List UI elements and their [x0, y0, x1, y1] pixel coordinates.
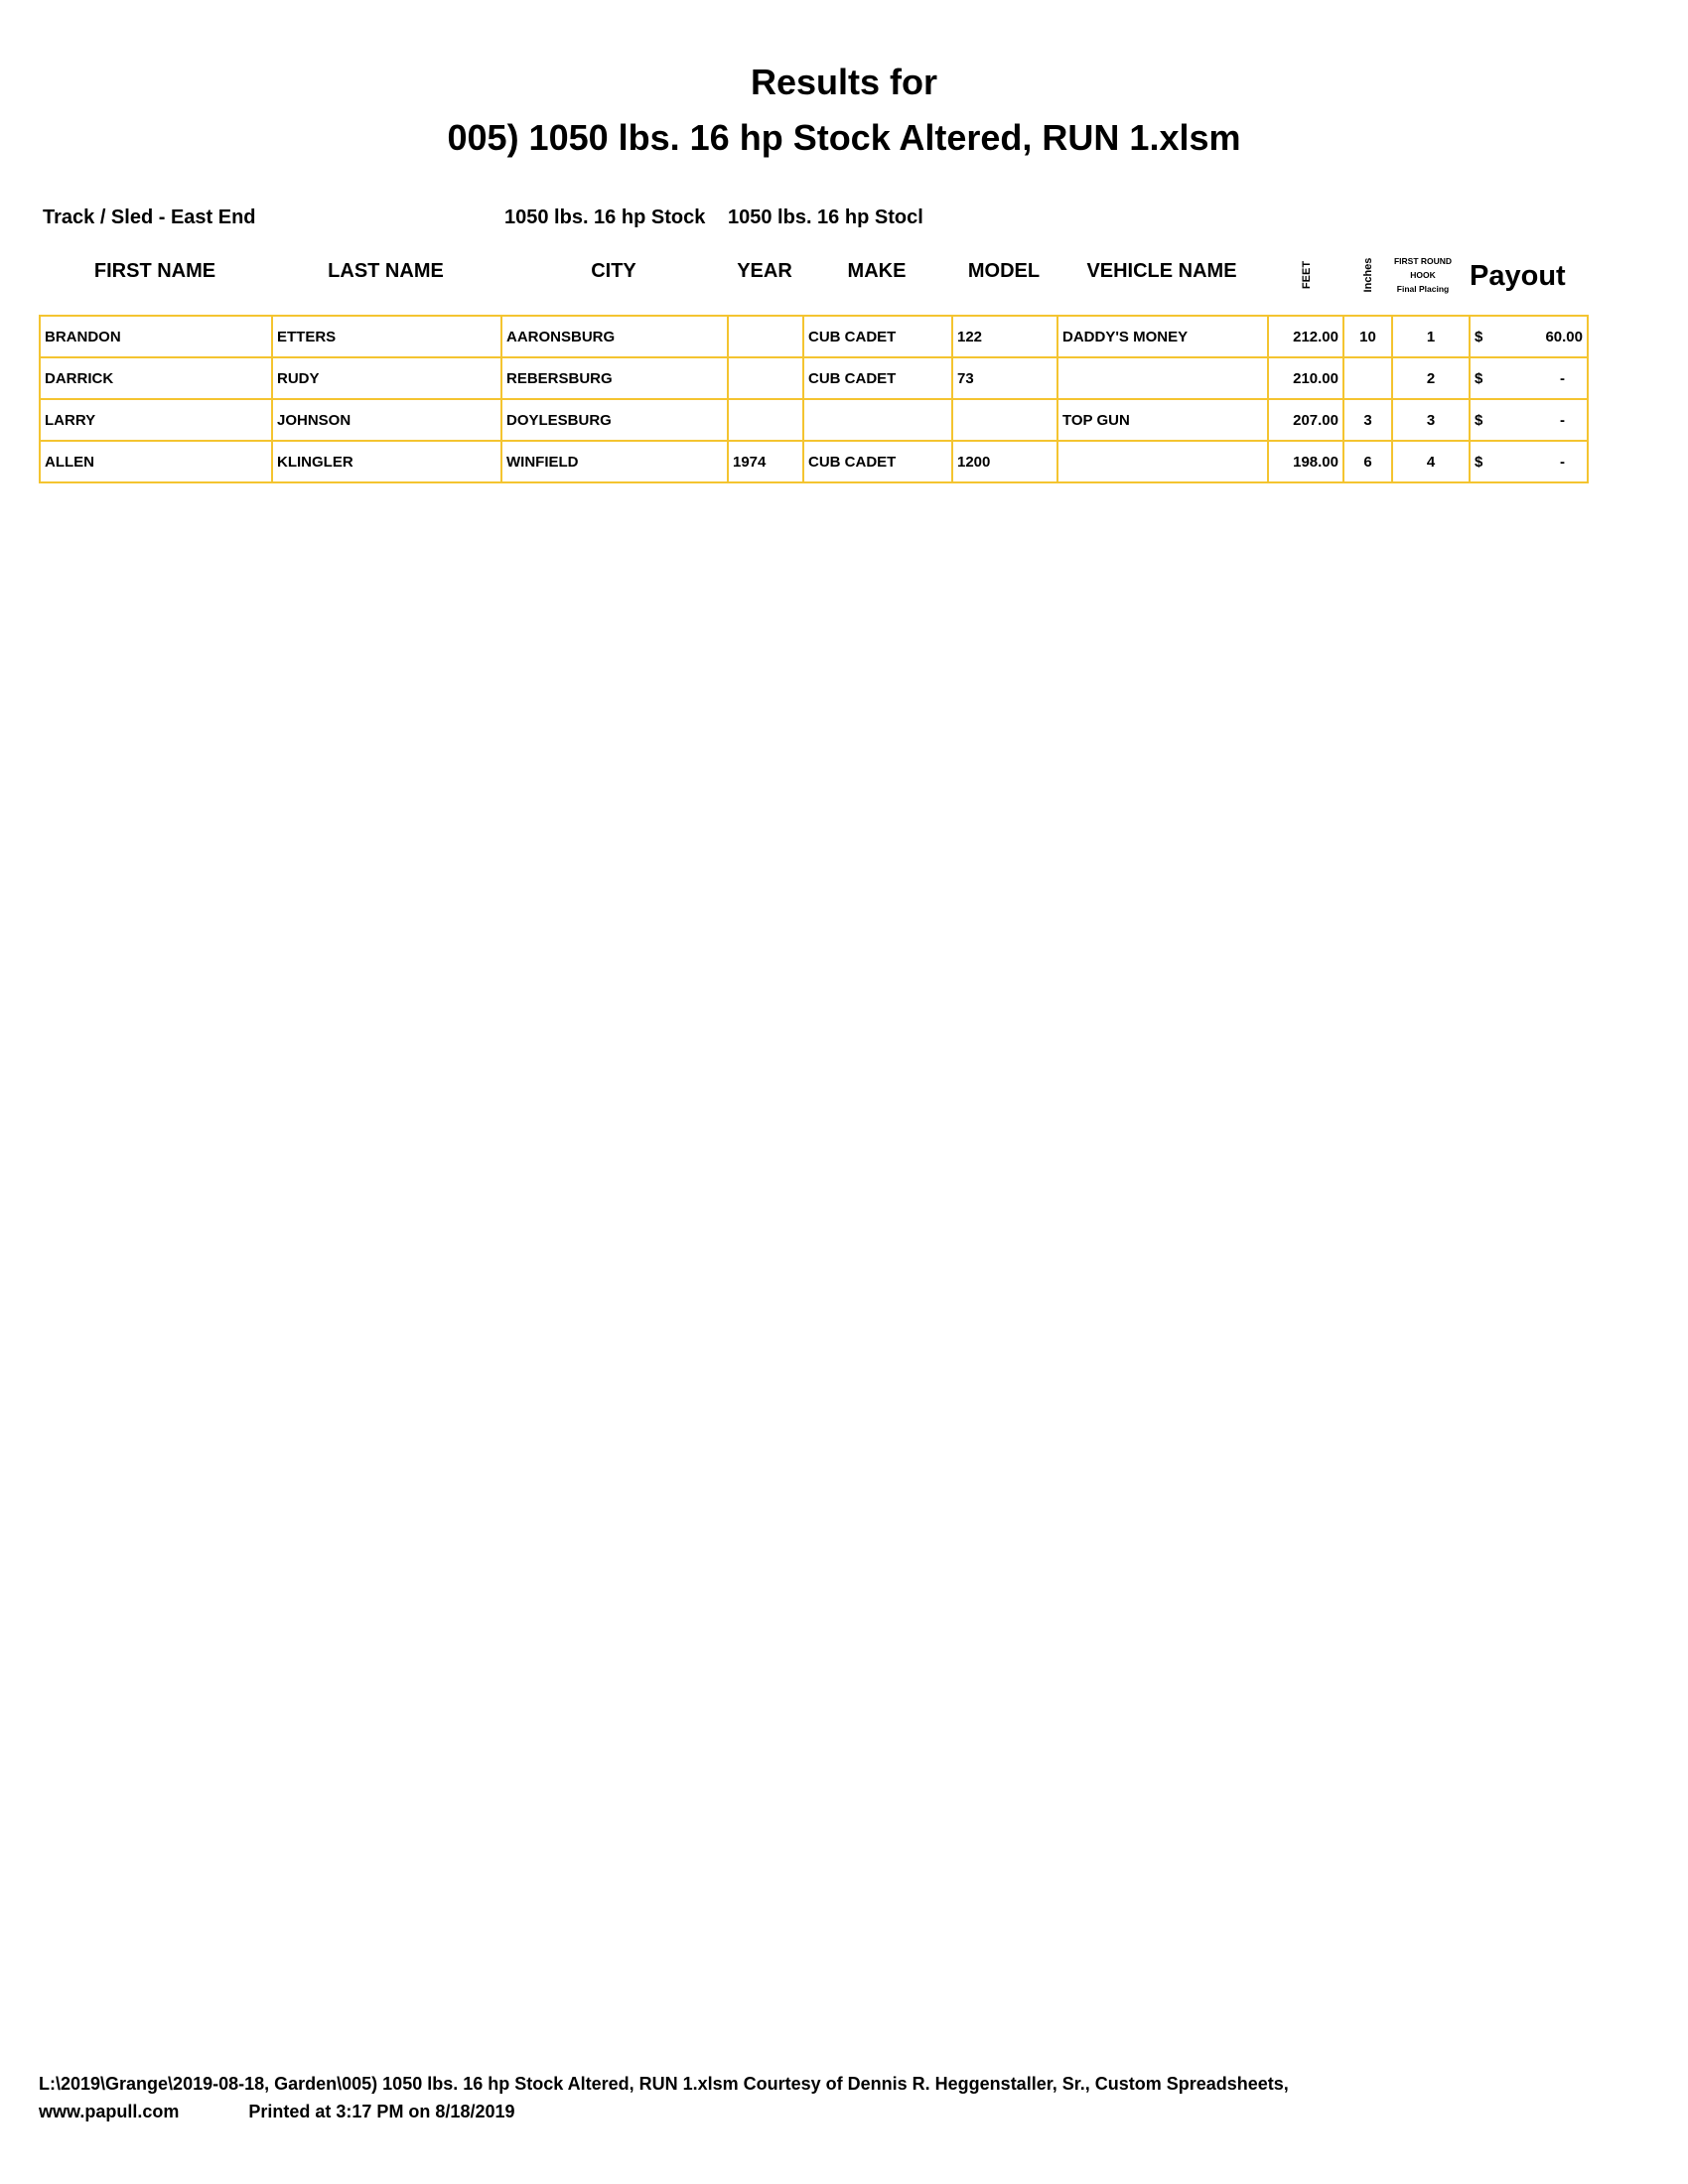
cell-inches: 3 [1343, 399, 1392, 441]
cell-inches: 10 [1343, 316, 1392, 357]
cell-first-name: DARRICK [40, 357, 272, 399]
footer [39, 2070, 1289, 2125]
results-body [40, 316, 1588, 482]
payout-amount: 60.00 [1545, 328, 1583, 345]
payout-currency: $ [1475, 369, 1483, 387]
cell-final-placing: 2 [1392, 357, 1470, 399]
cell-inches [1343, 357, 1392, 399]
payout-currency: $ [1475, 453, 1483, 471]
class-label-b: 1050 lbs. 16 hp Stocl [728, 206, 923, 228]
cell-make [803, 399, 952, 441]
header-first-round-line-1: FIRST ROUND [1393, 256, 1453, 266]
cell-first-name: BRANDON [40, 316, 272, 357]
cell-payout [1470, 357, 1588, 399]
cell-feet: 207.00 [1268, 399, 1343, 441]
header-last-name: LAST NAME [328, 260, 444, 282]
cell-model [952, 399, 1057, 441]
header-year: YEAR [737, 260, 792, 282]
cell-make: CUB CADET [803, 441, 952, 482]
cell-last-name: JOHNSON [272, 399, 501, 441]
cell-last-name: KLINGLER [272, 441, 501, 482]
cell-city: DOYLESBURG [501, 399, 728, 441]
header-feet: FEET [1301, 260, 1313, 290]
header-first-round-line-3: Final Placing [1396, 284, 1450, 294]
cell-make: CUB CADET [803, 316, 952, 357]
cell-model: 73 [952, 357, 1057, 399]
cell-model: 1200 [952, 441, 1057, 482]
cell-year [728, 357, 803, 399]
cell-last-name: RUDY [272, 357, 501, 399]
cell-last-name: ETTERS [272, 316, 501, 357]
header-make: MAKE [847, 260, 907, 282]
header-city: CITY [591, 260, 636, 282]
title-line-2: 005) 1050 lbs. 16 hp Stock Altered, RUN 1.xlsm [447, 117, 1241, 158]
cell-first-name: ALLEN [40, 441, 272, 482]
cell-final-placing: 4 [1392, 441, 1470, 482]
footer-printed: Printed at 3:17 PM on 8/18/2019 [248, 2102, 515, 2121]
footer-path: L:\2019\Grange\2019-08-18, Garden\005) 1050 lbs. 16 hp Stock Altered, RUN 1.xlsm Courtesy of Dennis R. Heggenstaller, Sr., Custom Spreadsheets, [39, 2074, 1289, 2094]
class-label-a: 1050 lbs. 16 hp Stock [504, 206, 706, 228]
payout-amount: - [1560, 369, 1565, 387]
header-first-round-line-2: HOOK [1410, 270, 1436, 280]
cell-year: 1974 [728, 441, 803, 482]
results-table [39, 315, 1589, 483]
cell-inches: 6 [1343, 441, 1392, 482]
table-row [40, 316, 1588, 357]
cell-final-placing: 3 [1392, 399, 1470, 441]
header-first-round [1378, 254, 1468, 296]
header-first-name: FIRST NAME [93, 260, 216, 282]
cell-payout [1470, 399, 1588, 441]
cell-city: AARONSBURG [501, 316, 728, 357]
header-vehicle-name: VEHICLE NAME [1086, 260, 1237, 282]
cell-feet: 212.00 [1268, 316, 1343, 357]
cell-year [728, 316, 803, 357]
header-payout: Payout [1470, 260, 1566, 292]
track-sled-label: Track / Sled - East End [43, 206, 256, 228]
footer-site: www.papull.com [39, 2102, 180, 2121]
table-row [40, 441, 1588, 482]
cell-city: WINFIELD [501, 441, 728, 482]
cell-vehicle-name: TOP GUN [1057, 399, 1268, 441]
cell-vehicle-name [1057, 357, 1268, 399]
cell-feet: 210.00 [1268, 357, 1343, 399]
cell-final-placing: 1 [1392, 316, 1470, 357]
cell-payout [1470, 316, 1588, 357]
footer-line-2 [39, 2098, 1289, 2125]
payout-currency: $ [1475, 411, 1483, 429]
title-line-1: Results for [750, 62, 938, 102]
cell-vehicle-name [1057, 441, 1268, 482]
cell-first-name: LARRY [40, 399, 272, 441]
table-row [40, 399, 1588, 441]
cell-year [728, 399, 803, 441]
payout-currency: $ [1475, 328, 1483, 345]
cell-make: CUB CADET [803, 357, 952, 399]
table-row [40, 357, 1588, 399]
cell-payout [1470, 441, 1588, 482]
header-inches: Inches [1362, 257, 1374, 293]
cell-vehicle-name: DADDY'S MONEY [1057, 316, 1268, 357]
header-model: MODEL [967, 260, 1041, 282]
cell-feet: 198.00 [1268, 441, 1343, 482]
payout-amount: - [1560, 411, 1565, 429]
payout-amount: - [1560, 453, 1565, 471]
cell-model: 122 [952, 316, 1057, 357]
cell-city: REBERSBURG [501, 357, 728, 399]
